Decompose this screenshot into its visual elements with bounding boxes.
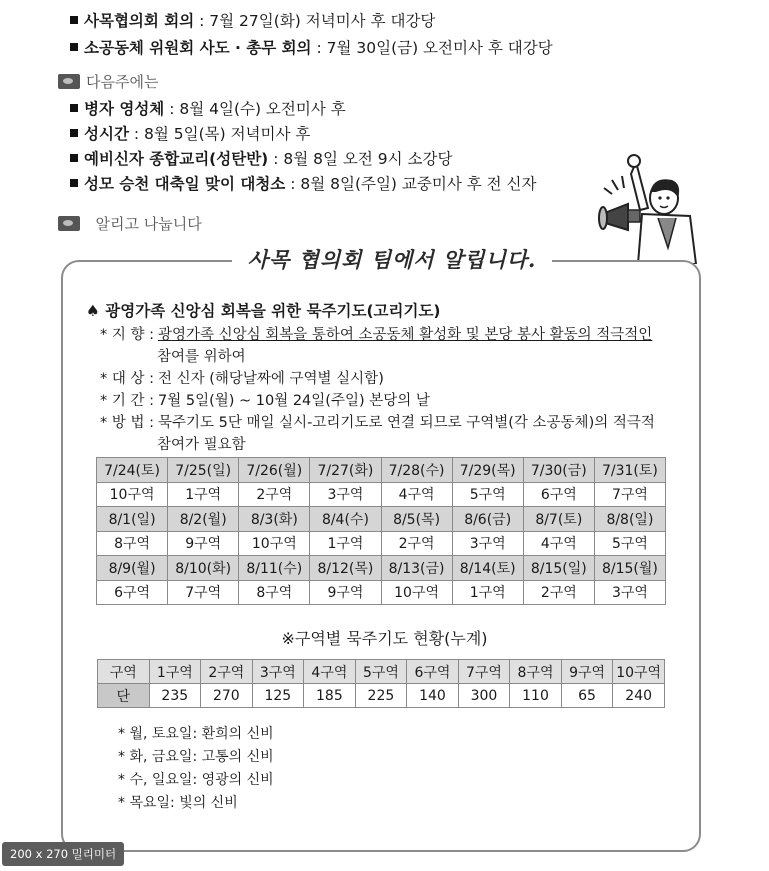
list-item: 성시간 : 8월 5일(목) 저녁미사 후 (70, 122, 310, 144)
table-cell: 3구역 (310, 482, 381, 507)
mystery-note: * 월, 토요일: 환희의 신비 (118, 726, 274, 742)
table-row (97, 580, 666, 605)
table-header-cell: 9구역 (561, 660, 613, 684)
table-cell: 7구역 (168, 580, 239, 605)
table-cell: 10구역 (239, 531, 310, 556)
table-cell: 3구역 (594, 580, 665, 605)
table-cell: 8/12(목) (310, 556, 381, 581)
table-cell: 1구역 (310, 531, 381, 556)
bullet-square-icon (70, 43, 78, 51)
table-row (98, 684, 665, 708)
table-cell: 65 (561, 684, 613, 708)
table-cell: 8/14(토) (452, 556, 523, 581)
table-cell: 125 (252, 684, 304, 708)
detail-target: * 대 상 : 전 신자 (해당날짜에 구역별 실시함) (100, 371, 384, 387)
table-cell: 300 (458, 684, 510, 708)
table-cell: 7/31(토) (594, 458, 665, 483)
table-cell: 5구역 (594, 531, 665, 556)
mystery-note: * 수, 일요일: 영광의 신비 (118, 772, 274, 788)
table-cell: 7구역 (594, 482, 665, 507)
list-item: 성모 승천 대축일 맞이 대청소 : 8월 8일(주일) 교중미사 후 전 신자 (70, 172, 536, 194)
table-row (97, 458, 666, 483)
table-cell: 7/27(화) (310, 458, 381, 483)
table-cell: 9구역 (310, 580, 381, 605)
table-row (97, 482, 666, 507)
detail-purpose: * 지 향 : 광영가족 신앙심 회복을 통하여 소공동체 활성화 및 본당 봉사 활동의 적극적인 참여를 위하여 (100, 327, 653, 365)
table-cell: 140 (407, 684, 459, 708)
table-cell: 9구역 (168, 531, 239, 556)
table-cell: 4구역 (381, 482, 452, 507)
table-cell: 8/8(일) (594, 507, 665, 532)
mystery-note: * 화, 금요일: 고통의 신비 (118, 749, 274, 765)
table-cell: 3구역 (452, 531, 523, 556)
section-heading-notice: 알리고 나눕니다 (58, 213, 202, 234)
table-cell: 8/1(일) (97, 507, 168, 532)
list-item: 소공동체 위원회 사도 · 총무 회의 : 7월 30일(금) 오전미사 후 대강당 (70, 36, 553, 58)
table-row (97, 556, 666, 581)
table-cell: 10구역 (97, 482, 168, 507)
table-header-cell: 1구역 (149, 660, 201, 684)
table-row (97, 531, 666, 556)
section-heading-next-week: 다음주에는 (58, 71, 158, 92)
prayer-schedule-table (96, 457, 666, 605)
table-cell: 8/4(수) (310, 507, 381, 532)
table-cell: 7/26(월) (239, 458, 310, 483)
table-cell: 8/9(월) (97, 556, 168, 581)
table-cell: 7/30(금) (523, 458, 594, 483)
list-item: 예비신자 종합교리(성탄반) : 8월 8일 오전 9시 소강당 (70, 147, 452, 169)
table-header-cell: 구역 (98, 660, 150, 684)
bullet-square-icon (70, 16, 78, 24)
table-cell: 8/11(수) (239, 556, 310, 581)
bullet-square-icon (70, 154, 78, 162)
table-cell: 8/6(금) (452, 507, 523, 532)
table-cell: 2구역 (381, 531, 452, 556)
table-cell: 2구역 (239, 482, 310, 507)
table-cell: 1구역 (168, 482, 239, 507)
table-cell: 235 (149, 684, 201, 708)
prayer-totals-table (97, 659, 665, 708)
table-cell: 7/24(토) (97, 458, 168, 483)
table-cell: 6구역 (523, 482, 594, 507)
table-cell: 8/13(금) (381, 556, 452, 581)
section-marker-icon (58, 74, 80, 89)
notice-banner: 사목 협의회 팀에서 알립니다. (232, 242, 552, 278)
prayer-title: ♠ 광영가족 신앙심 회복을 위한 묵주기도(고리기도) (86, 302, 441, 320)
table-cell: 8/7(토) (523, 507, 594, 532)
table-header-cell: 3구역 (252, 660, 304, 684)
table-cell: 10구역 (381, 580, 452, 605)
detail-period: * 기 간 : 7월 5일(월) ~ 10월 24일(주일) 본당의 날 (100, 393, 430, 409)
list-item: 사목협의회 회의 : 7월 27일(화) 저녁미사 후 대강당 (70, 9, 435, 31)
table-cell: 4구역 (523, 531, 594, 556)
table-cell: 185 (304, 684, 356, 708)
table-header-cell: 7구역 (458, 660, 510, 684)
bullet-square-icon (70, 179, 78, 187)
table-cell: 8/2(월) (168, 507, 239, 532)
table-cell: 2구역 (523, 580, 594, 605)
table-cell: 8/15(일) (523, 556, 594, 581)
table-header-cell: 단 (98, 684, 150, 708)
table-row (97, 507, 666, 532)
table-cell: 6구역 (97, 580, 168, 605)
table-cell: 225 (355, 684, 407, 708)
table-header-cell: 6구역 (407, 660, 459, 684)
table-cell: 8/15(월) (594, 556, 665, 581)
list-item: 병자 영성체 : 8월 4일(수) 오전미사 후 (70, 97, 346, 119)
table-header-cell: 4구역 (304, 660, 356, 684)
mystery-note: * 목요일: 빛의 신비 (118, 795, 238, 811)
table-cell: 270 (201, 684, 253, 708)
size-badge: 200 x 270 밀리미터 (2, 842, 124, 866)
table-cell: 8구역 (239, 580, 310, 605)
table-cell: 110 (510, 684, 562, 708)
table-cell: 8/10(화) (168, 556, 239, 581)
section-marker-icon (58, 216, 80, 231)
megaphone-man-illustration (598, 152, 698, 264)
table-cell: 240 (613, 684, 665, 708)
table-cell: 7/25(일) (168, 458, 239, 483)
table-header-cell: 10구역 (613, 660, 665, 684)
table-cell: 1구역 (452, 580, 523, 605)
table-cell: 5구역 (452, 482, 523, 507)
table-cell: 8/3(화) (239, 507, 310, 532)
table-header-cell: 2구역 (201, 660, 253, 684)
totals-title: ※구역별 묵주기도 현황(누계) (281, 629, 488, 648)
table-cell: 8구역 (97, 531, 168, 556)
table-header-cell: 5구역 (355, 660, 407, 684)
detail-method: * 방 법 : 묵주기도 5단 매일 실시-고리기도로 연결 되므로 구역별(각 소공동체)의 적극적 참여가 필요함 (100, 415, 655, 453)
table-row (98, 660, 665, 684)
table-cell: 8/5(목) (381, 507, 452, 532)
bullet-square-icon (70, 129, 78, 137)
bullet-square-icon (70, 104, 78, 112)
table-cell: 7/29(목) (452, 458, 523, 483)
table-header-cell: 8구역 (510, 660, 562, 684)
table-cell: 7/28(수) (381, 458, 452, 483)
